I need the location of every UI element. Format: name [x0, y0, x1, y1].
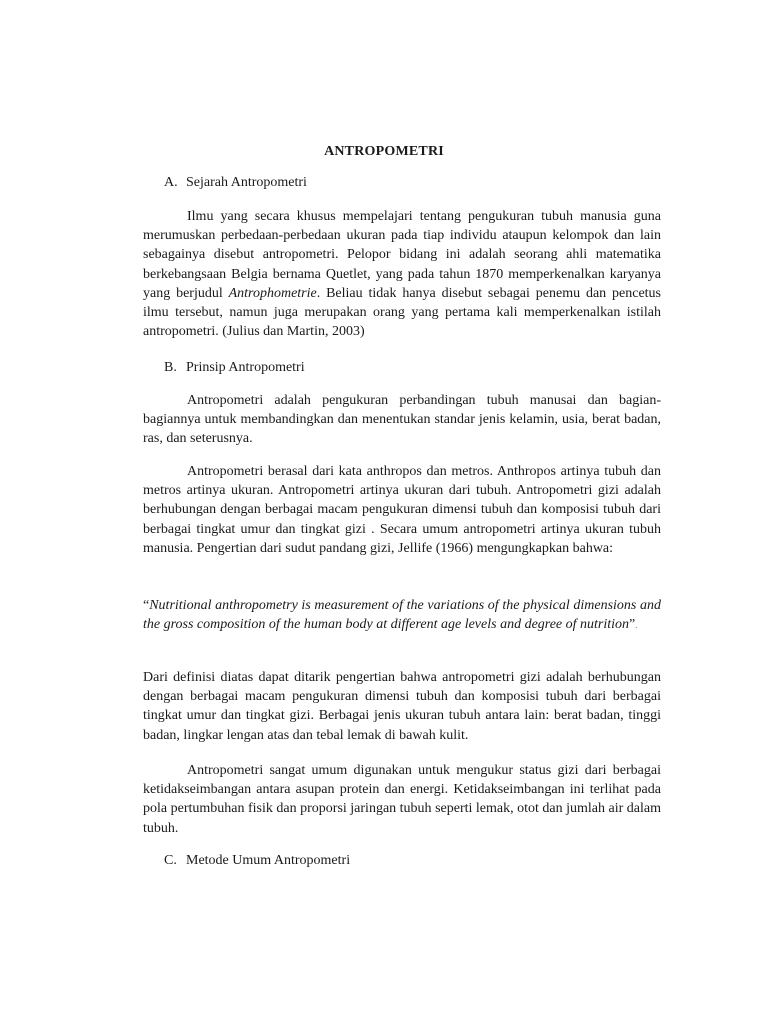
quote-close: ”: [629, 617, 636, 633]
quote-end: .: [635, 620, 638, 631]
section-label-c: C.: [164, 853, 177, 868]
section-label-b: B.: [164, 360, 177, 375]
paragraph-sejarah: [143, 207, 661, 341]
section-text-b: Prinsip Antropometri: [186, 360, 305, 375]
quote-block: [143, 596, 661, 635]
section-text-a: Sejarah Antropometri: [186, 175, 307, 190]
quote-text: Nutritional anthropometry is measurement of the variations of the physical dimensions and the gross composition of the human body at different age levels and degree of nutrition: [143, 598, 661, 633]
quote-open: “: [143, 598, 150, 613]
section-heading-a: [164, 175, 682, 191]
paragraph-text: . Beliau tidak hanya disebut sebagai penemu dan pencetus ilmu tersebut, namun juga merupakan orang yang pertama kali memperkenalkan istilah antropometri. (Julius dan Martin, 2003): [143, 285, 661, 340]
paragraph-prinsip: Antropometri adalah pengukuran perbandingan tubuh manusai dan bagian-bagiannya untuk membandingkan dan menentukan standar jenis kelamin, usia, berat badan, ras, dan seterusnya.: [143, 393, 661, 447]
page-title: ANTROPOMETRI: [324, 144, 444, 159]
section-heading-c: [164, 853, 682, 869]
paragraph-definisi: Antropometri berasal dari kata anthropos dan metros. Anthropos artinya tubuh dan metros artinya ukuran. Antropometri artinya ukuran dari tubuh. Antropometri gizi adalah berhubungan dengan berbagai macam pengukuran dimensi tubuh dan komposisi tubuh dari berbagai tingkat umur dan tingkat gizi . Secara umum antropometri artinya ukuran tubuh manusia. Pengertian dari sudut pandang gizi, Jellife (1966) mengungkapkan bahwa:: [143, 464, 661, 556]
paragraph-status-gizi: Antropometri sangat umum digunakan untuk mengukur status gizi dari berbagai ketidakseimbangan antara asupan protein dan energi. Ketidakseimbangan ini terlihat pada pola pertumbuhan fisik dan proporsi jaringan tubuh seperti lemak, otot dan jumlah air dalam tubuh.: [143, 763, 661, 836]
section-text-c: Metode Umum Antropometri: [186, 853, 351, 868]
section-heading-b: [164, 360, 682, 376]
paragraph-pengertian: Dari definisi diatas dapat ditarik pengertian bahwa antropometri gizi adalah berhubungan dengan berbagai macam pengukuran dimensi tubuh dan komposisi tubuh dari berbagai tingkat umur dan tingkat gizi. Berbagai jenis ukuran tubuh antara lain: berat badan, tinggi badan, lingkar lengan atas dan tebal lemak di bawah kulit.: [143, 670, 661, 743]
book-title: Antrophometrie: [228, 285, 317, 301]
section-label-a: A.: [164, 175, 178, 190]
paragraph-text: Ilmu yang secara khusus mempelajari tentang pengukuran tubuh manusia guna merumuskan perbedaan-perbedaan ukuran pada tiap individu ataupun kelompok dan lain sebagainya disebut antropometri. Pelopor bidang ini adalah seorang ahli matematika berkebangsaan Belgia bernama Quetlet, yang pada tahun 1870 memperkenalkan karyanya yang berjudul: [143, 209, 661, 301]
